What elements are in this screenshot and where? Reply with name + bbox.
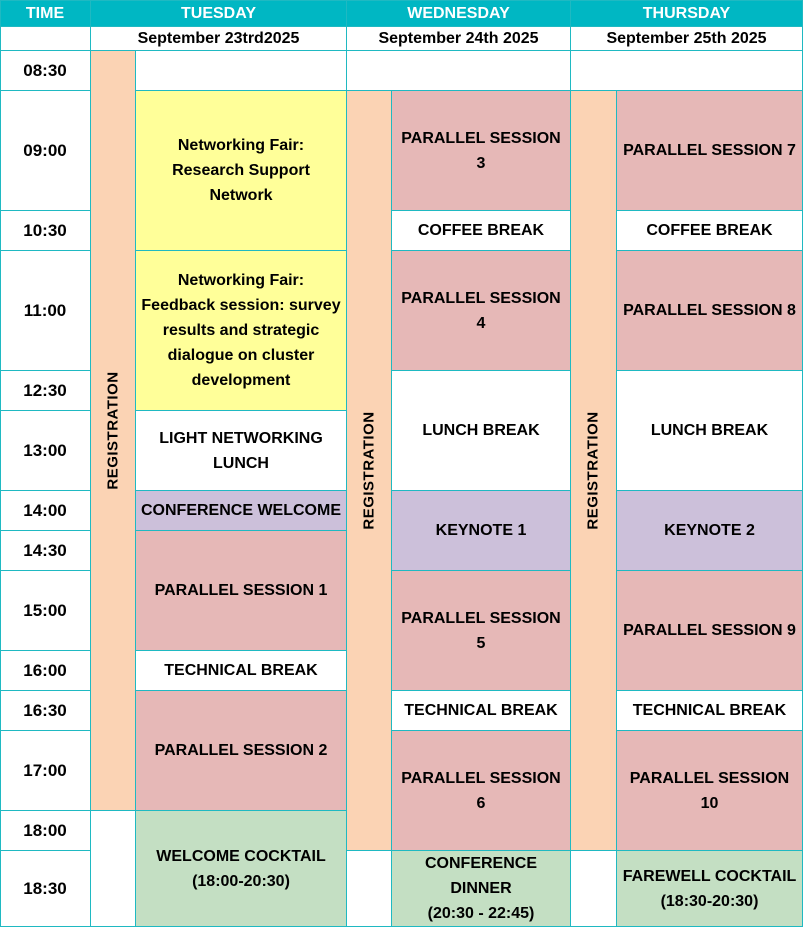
date-thursday: September 25th 2025: [571, 27, 803, 51]
thursday-farewell-cocktail: FAREWELL COCKTAIL (18:30-20:30): [617, 851, 803, 927]
header-wednesday: WEDNESDAY: [347, 0, 571, 27]
time-slot: 13:00: [0, 411, 91, 491]
wednesday-parallel-session-3: PARALLEL SESSION 3: [392, 91, 571, 211]
wednesday-registration-after: [347, 851, 392, 927]
wednesday-early-slot: [392, 51, 571, 91]
registration-label: REGISTRATION: [585, 411, 603, 530]
tuesday-networking-fair-feedback: Networking Fair: Feedback session: survey results and strategic dialogue on cluster development: [136, 251, 347, 411]
thursday-keynote-2: KEYNOTE 2: [617, 491, 803, 571]
tuesday-registration-after: [91, 811, 136, 927]
thursday-technical-break: TECHNICAL BREAK: [617, 691, 803, 731]
date-wednesday: September 24th 2025: [347, 27, 571, 51]
time-slot: 18:00: [0, 811, 91, 851]
time-slot: 09:00: [0, 91, 91, 211]
thursday-lunch-break: LUNCH BREAK: [617, 371, 803, 491]
thursday-parallel-session-8: PARALLEL SESSION 8: [617, 251, 803, 371]
wednesday-parallel-session-5: PARALLEL SESSION 5: [392, 571, 571, 691]
date-tuesday: September 23trd2025: [91, 27, 347, 51]
tuesday-early-slot: [136, 51, 347, 91]
thursday-parallel-session-10: PARALLEL SESSION 10: [617, 731, 803, 851]
tuesday-parallel-session-2: PARALLEL SESSION 2: [136, 691, 347, 811]
wednesday-parallel-session-4: PARALLEL SESSION 4: [392, 251, 571, 371]
thursday-registration: [571, 91, 617, 851]
wednesday-conference-dinner: CONFERENCE DINNER (20:30 - 22:45): [392, 851, 571, 927]
registration-label: REGISTRATION: [104, 371, 122, 490]
time-slot: 08:30: [0, 51, 91, 91]
time-slot: 15:00: [0, 571, 91, 651]
wednesday-registration-before: [347, 51, 392, 91]
time-slot: 14:30: [0, 531, 91, 571]
tuesday-welcome-cocktail: WELCOME COCKTAIL (18:00-20:30): [136, 811, 347, 927]
tuesday-parallel-session-1: PARALLEL SESSION 1: [136, 531, 347, 651]
time-slot: 18:30: [0, 851, 91, 927]
thursday-early-slot: [617, 51, 803, 91]
tuesday-conference-welcome: CONFERENCE WELCOME: [136, 491, 347, 531]
time-slot: 10:30: [0, 211, 91, 251]
tuesday-light-networking-lunch: LIGHT NETWORKING LUNCH: [136, 411, 347, 491]
tuesday-registration: [91, 51, 136, 811]
thursday-parallel-session-7: PARALLEL SESSION 7: [617, 91, 803, 211]
date-corner: [0, 27, 91, 51]
thursday-parallel-session-9: PARALLEL SESSION 9: [617, 571, 803, 691]
tuesday-technical-break: TECHNICAL BREAK: [136, 651, 347, 691]
header-time: TIME: [0, 0, 91, 27]
tuesday-networking-fair-research: Networking Fair: Research Support Network: [136, 91, 347, 251]
thursday-registration-before: [571, 51, 617, 91]
wednesday-coffee-break: COFFEE BREAK: [392, 211, 571, 251]
wednesday-technical-break: TECHNICAL BREAK: [392, 691, 571, 731]
thursday-coffee-break: COFFEE BREAK: [617, 211, 803, 251]
time-slot: 16:30: [0, 691, 91, 731]
wednesday-lunch-break: LUNCH BREAK: [392, 371, 571, 491]
thursday-registration-after: [571, 851, 617, 927]
time-slot: 17:00: [0, 731, 91, 811]
time-slot: 14:00: [0, 491, 91, 531]
wednesday-parallel-session-6: PARALLEL SESSION 6: [392, 731, 571, 851]
registration-label: REGISTRATION: [360, 411, 378, 530]
header-tuesday: TUESDAY: [91, 0, 347, 27]
header-thursday: THURSDAY: [571, 0, 803, 27]
wednesday-registration: [347, 91, 392, 851]
time-slot: 11:00: [0, 251, 91, 371]
time-slot: 12:30: [0, 371, 91, 411]
time-slot: 16:00: [0, 651, 91, 691]
wednesday-keynote-1: KEYNOTE 1: [392, 491, 571, 571]
